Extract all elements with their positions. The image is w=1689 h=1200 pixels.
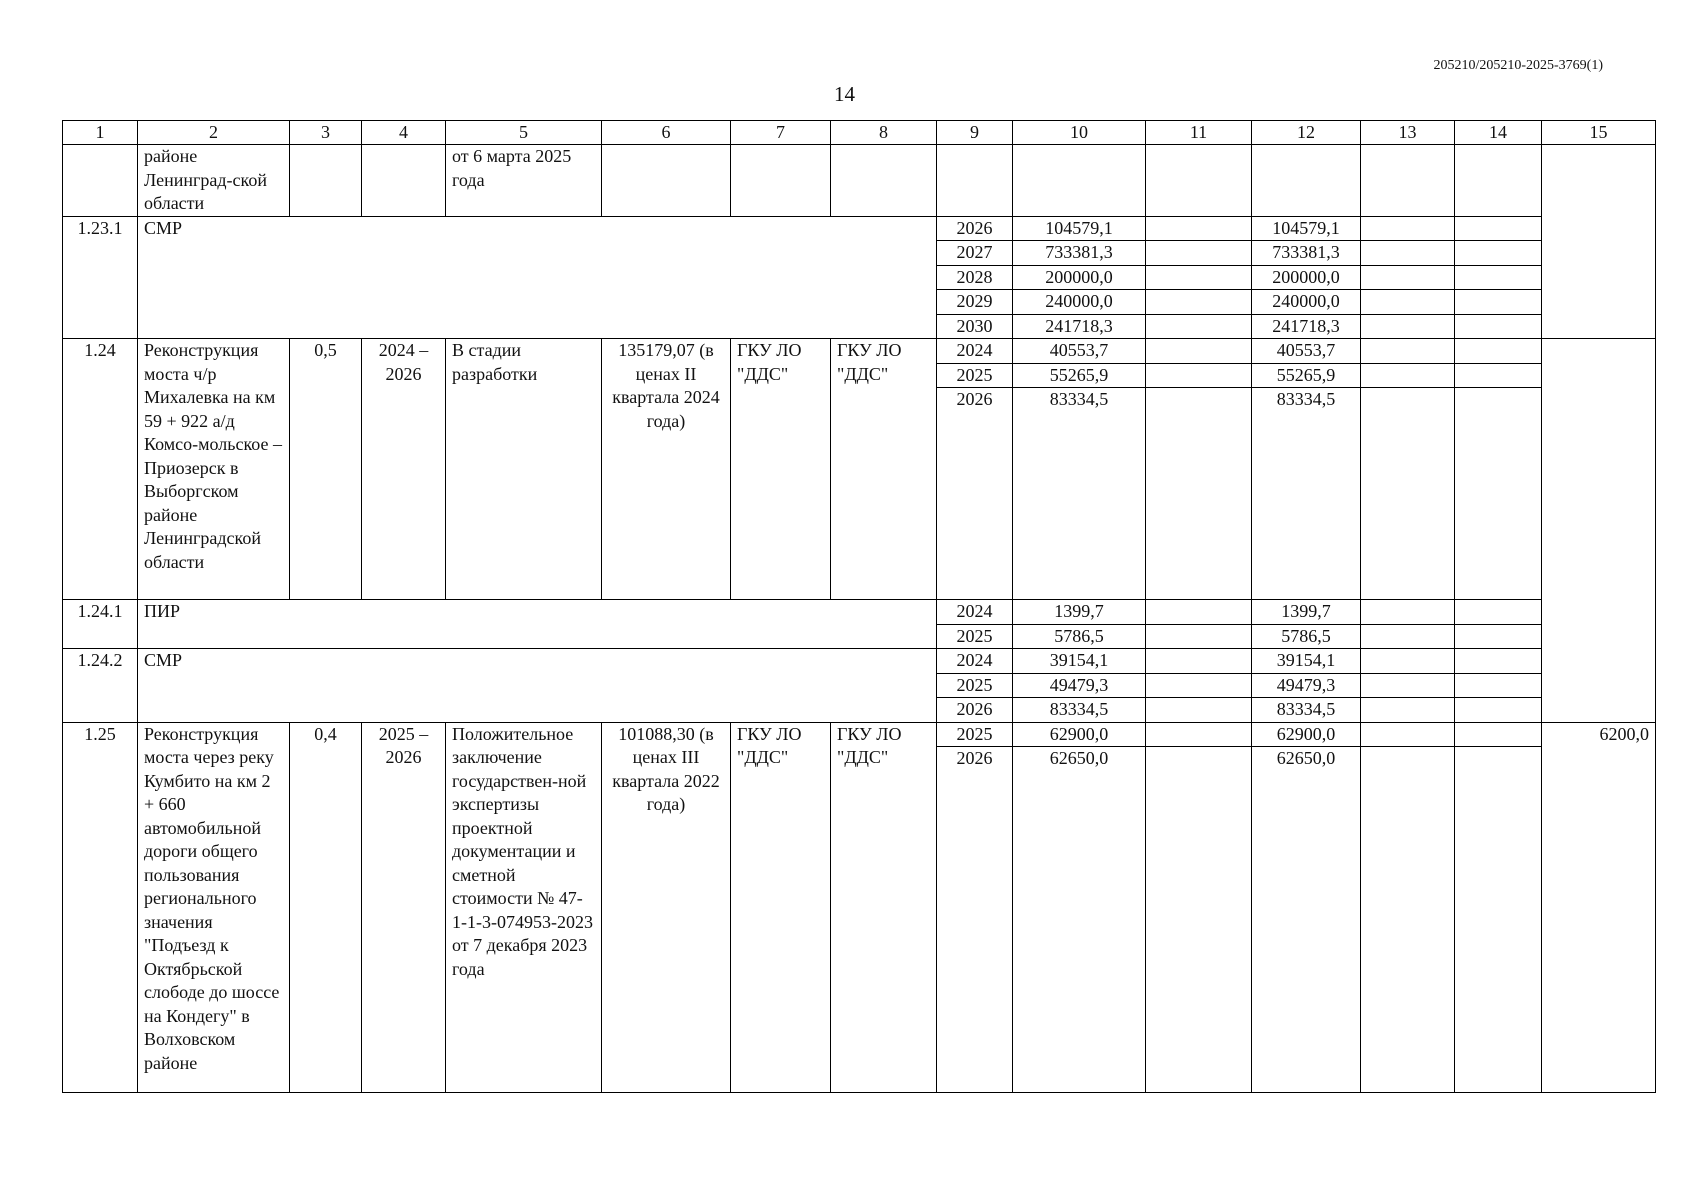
- cell: [1455, 314, 1542, 339]
- cell: [1455, 388, 1542, 600]
- cell: [362, 145, 446, 217]
- cell: [1361, 747, 1455, 1093]
- page-number: 14: [834, 82, 855, 106]
- document-id: 205210/205210-2025-3769(1): [1433, 58, 1603, 73]
- col-header: 7: [731, 121, 831, 145]
- regional-cell: 55265,9: [1252, 363, 1361, 388]
- total-cell: 240000,0: [1013, 290, 1146, 315]
- year-cell: 2026: [937, 698, 1013, 723]
- developer-cell: ГКУ ЛО "ДДС": [831, 722, 937, 1093]
- col-header: 2: [138, 121, 290, 145]
- table-row: [63, 600, 1656, 625]
- cell: [1146, 339, 1252, 364]
- col-header: 13: [1361, 121, 1455, 145]
- work-type: СМР: [138, 649, 937, 723]
- year-cell: 2024: [937, 600, 1013, 625]
- cell: [1361, 290, 1455, 315]
- total-cell: 62900,0: [1013, 722, 1146, 747]
- cell: [731, 145, 831, 217]
- total-cell: 5786,5: [1013, 624, 1146, 649]
- cell: [1361, 698, 1455, 723]
- regional-cell: 733381,3: [1252, 241, 1361, 266]
- regional-cell: 83334,5: [1252, 388, 1361, 600]
- col-header: 15: [1542, 121, 1656, 145]
- cell: [1361, 241, 1455, 266]
- customer-cell: ГКУ ЛО "ДДС": [731, 722, 831, 1093]
- year-cell: 2030: [937, 314, 1013, 339]
- cell: [1361, 265, 1455, 290]
- cell: [602, 145, 731, 217]
- regional-cell: 83334,5: [1252, 698, 1361, 723]
- cell: [1361, 388, 1455, 600]
- year-cell: 2028: [937, 265, 1013, 290]
- regional-cell: 5786,5: [1252, 624, 1361, 649]
- period-cell: 2025 – 2026: [362, 722, 446, 1093]
- year-cell: 2024: [937, 649, 1013, 674]
- total-cell: 733381,3: [1013, 241, 1146, 266]
- year-cell: 2025: [937, 722, 1013, 747]
- period-cell: 2024 – 2026: [362, 339, 446, 600]
- cell: [1361, 673, 1455, 698]
- cell: [1361, 363, 1455, 388]
- col-header: 14: [1455, 121, 1542, 145]
- cell: [1455, 339, 1542, 364]
- cell: [1146, 388, 1252, 600]
- cell: [831, 145, 937, 217]
- table-row: [63, 216, 1656, 241]
- cell: [1146, 363, 1252, 388]
- cell: [1252, 145, 1361, 217]
- cell: [1361, 314, 1455, 339]
- cell: [1455, 241, 1542, 266]
- cell: [1146, 216, 1252, 241]
- row-number: 1.25: [63, 722, 138, 1093]
- total-cell: 55265,9: [1013, 363, 1146, 388]
- year-cell: 2026: [937, 216, 1013, 241]
- customer-cell: ГКУ ЛО "ДДС": [731, 339, 831, 600]
- cell: [1455, 290, 1542, 315]
- column-number-row: [63, 121, 1656, 145]
- total-cell: 83334,5: [1013, 698, 1146, 723]
- cell: [1361, 624, 1455, 649]
- object-name: районе Ленинград-ской области: [138, 145, 290, 217]
- cost-cell: 101088,30 (в ценах III квартала 2022 года): [602, 722, 731, 1093]
- cell: [1455, 722, 1542, 747]
- work-type: СМР: [138, 216, 937, 339]
- regional-cell: 1399,7: [1252, 600, 1361, 625]
- row-number: 1.23.1: [63, 216, 138, 339]
- cell: [1146, 265, 1252, 290]
- regional-cell: 62900,0: [1252, 722, 1361, 747]
- col-header: 3: [290, 121, 362, 145]
- year-cell: 2025: [937, 363, 1013, 388]
- total-cell: 62650,0: [1013, 747, 1146, 1093]
- cell: [1361, 216, 1455, 241]
- cell: [1455, 265, 1542, 290]
- year-cell: 2025: [937, 624, 1013, 649]
- year-cell: 2027: [937, 241, 1013, 266]
- col-header: 10: [1013, 121, 1146, 145]
- total-cell: 1399,7: [1013, 600, 1146, 625]
- column-15-value: 6200,0: [1542, 722, 1656, 1093]
- year-cell: 2026: [937, 747, 1013, 1093]
- row-number: 1.24.2: [63, 649, 138, 723]
- cell: [1146, 649, 1252, 674]
- cell: [1146, 145, 1252, 217]
- cost-cell: 135179,07 (в ценах II квартала 2024 года): [602, 339, 731, 600]
- length-cell: 0,5: [290, 339, 362, 600]
- year-cell: 2025: [937, 673, 1013, 698]
- cell: [1455, 600, 1542, 625]
- col-header: 1: [63, 121, 138, 145]
- regional-cell: 104579,1: [1252, 216, 1361, 241]
- total-cell: 49479,3: [1013, 673, 1146, 698]
- object-name: Реконструкция моста ч/р Михалевка на км 59 + 922 а/д Комсо-мольское – Приозерск в Выборгском районе Ленинградской области: [138, 339, 290, 600]
- cell: [937, 145, 1013, 217]
- cell: [1455, 363, 1542, 388]
- col-header: 11: [1146, 121, 1252, 145]
- cell: [290, 145, 362, 217]
- total-cell: 40553,7: [1013, 339, 1146, 364]
- table-row: [63, 649, 1656, 674]
- cell: [1146, 722, 1252, 747]
- regional-cell: 240000,0: [1252, 290, 1361, 315]
- cell: [1455, 624, 1542, 649]
- row-number: 1.24.1: [63, 600, 138, 649]
- cell: [1146, 698, 1252, 723]
- cell: [1146, 673, 1252, 698]
- regional-cell: 49479,3: [1252, 673, 1361, 698]
- total-cell: 39154,1: [1013, 649, 1146, 674]
- total-cell: 83334,5: [1013, 388, 1146, 600]
- cell: [1361, 145, 1455, 217]
- cell: [1146, 747, 1252, 1093]
- cell: [1361, 600, 1455, 625]
- document-status: Положительное заключение государствен-ной экспертизы проектной документации и сметной стоимости № 47-1-1-3-074953-2023 от 7 декабря 2023 года: [446, 722, 602, 1093]
- cell: [1146, 600, 1252, 625]
- cell: [1542, 339, 1656, 723]
- col-header: 6: [602, 121, 731, 145]
- cell: [1361, 339, 1455, 364]
- total-cell: 241718,3: [1013, 314, 1146, 339]
- table-row: [63, 722, 1656, 747]
- row-number: 1.24: [63, 339, 138, 600]
- document-status: от 6 марта 2025 года: [446, 145, 602, 217]
- cell: [1146, 314, 1252, 339]
- cell: [1455, 673, 1542, 698]
- cell: [1455, 649, 1542, 674]
- total-cell: 200000,0: [1013, 265, 1146, 290]
- object-name: Реконструкция моста через реку Кумбито на км 2 + 660 автомобильной дороги общего пользования регионального значения "Подъезд к Октябрьской слободе до шоссе на Кондегу" в Волховском районе: [138, 722, 290, 1093]
- col-header: 4: [362, 121, 446, 145]
- cell: [1455, 698, 1542, 723]
- year-cell: 2024: [937, 339, 1013, 364]
- regional-cell: 200000,0: [1252, 265, 1361, 290]
- col-header: 8: [831, 121, 937, 145]
- work-type: ПИР: [138, 600, 937, 649]
- length-cell: 0,4: [290, 722, 362, 1093]
- cell: [1146, 241, 1252, 266]
- cell: [1361, 722, 1455, 747]
- cell: [1542, 145, 1656, 339]
- cell: [1455, 216, 1542, 241]
- developer-cell: ГКУ ЛО "ДДС": [831, 339, 937, 600]
- continuation-row: [63, 145, 1656, 217]
- table-row: [63, 339, 1656, 364]
- cell: [1361, 649, 1455, 674]
- regional-cell: 39154,1: [1252, 649, 1361, 674]
- cell: [1013, 145, 1146, 217]
- year-cell: 2029: [937, 290, 1013, 315]
- col-header: 9: [937, 121, 1013, 145]
- col-header: 5: [446, 121, 602, 145]
- regional-cell: 241718,3: [1252, 314, 1361, 339]
- cell: [1455, 145, 1542, 217]
- document-status: В стадии разработки: [446, 339, 602, 600]
- regional-cell: 40553,7: [1252, 339, 1361, 364]
- cell: [1146, 624, 1252, 649]
- cell: [1455, 747, 1542, 1093]
- regional-cell: 62650,0: [1252, 747, 1361, 1093]
- cell: [1146, 290, 1252, 315]
- col-header: 12: [1252, 121, 1361, 145]
- year-cell: 2026: [937, 388, 1013, 600]
- program-table: [62, 120, 1656, 1093]
- cell: [63, 145, 138, 217]
- total-cell: 104579,1: [1013, 216, 1146, 241]
